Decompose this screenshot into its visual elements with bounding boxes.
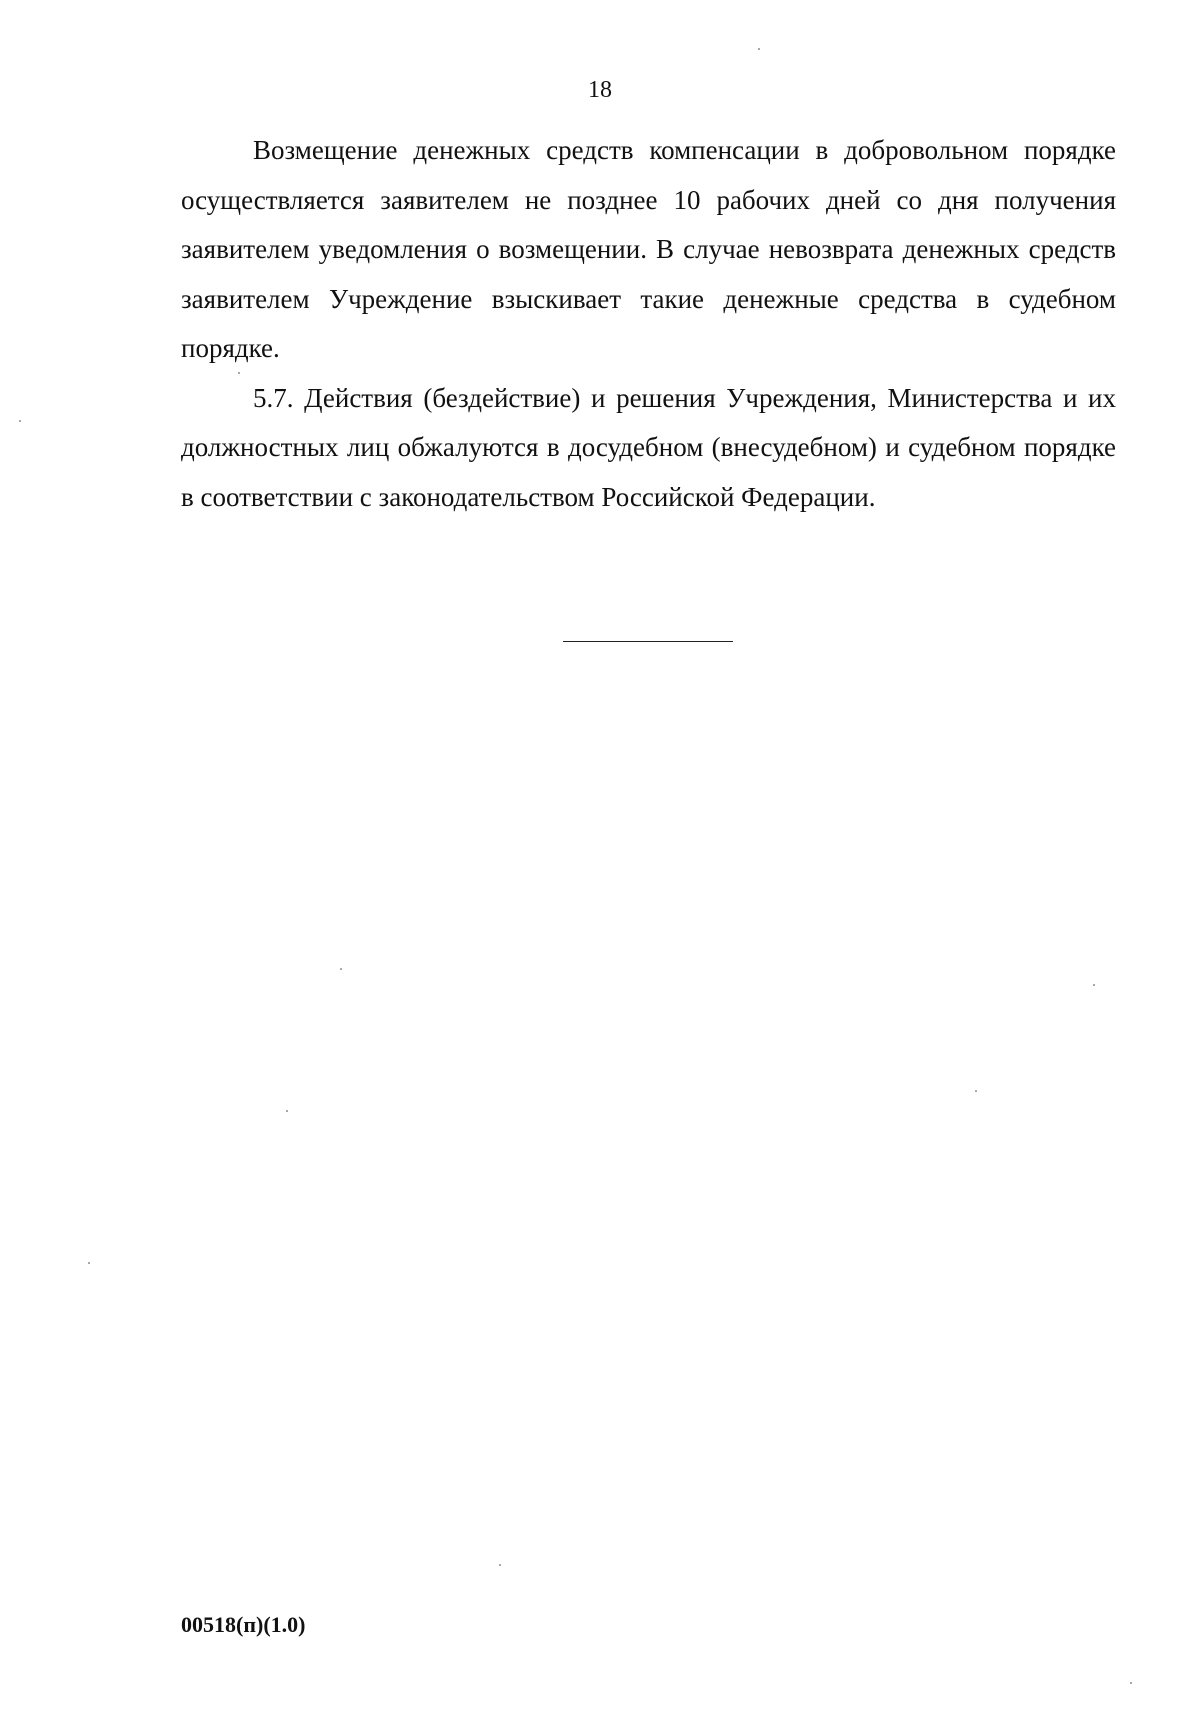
scan-speck	[88, 1262, 90, 1264]
scan-speck	[1093, 984, 1095, 986]
paragraph-compensation-refund: Возмещение денежных средств компенсации в добровольном порядке осуществляется заявителем не позднее 10 рабочих дней со дня получения заявителем уведомления о возмещении. В случае невозврата денежных средств заявителем Учреждение взыскивает такие денежные средства в судебном порядке.	[181, 135, 1116, 363]
document-body	[181, 126, 1116, 522]
page-number: 18	[588, 77, 612, 103]
paragraph-5-7-appeals: 5.7. Действия (бездействие) и решения Учреждения, Министерства и их должностных лиц обжалуются в досудебном (внесудебном) и судебном порядке в соответствии с законодательством Российской Федерации.	[181, 382, 1116, 512]
scan-speck	[499, 1564, 501, 1566]
document-code: 00518(п)(1.0)	[181, 1612, 306, 1637]
scan-speck	[286, 1110, 288, 1112]
end-separator-line	[563, 641, 733, 642]
scan-speck	[1130, 1682, 1132, 1684]
scan-speck	[340, 968, 342, 970]
scan-speck	[975, 1090, 977, 1092]
scan-speck	[758, 48, 760, 50]
scan-speck	[19, 420, 21, 422]
scan-speck	[238, 372, 240, 374]
